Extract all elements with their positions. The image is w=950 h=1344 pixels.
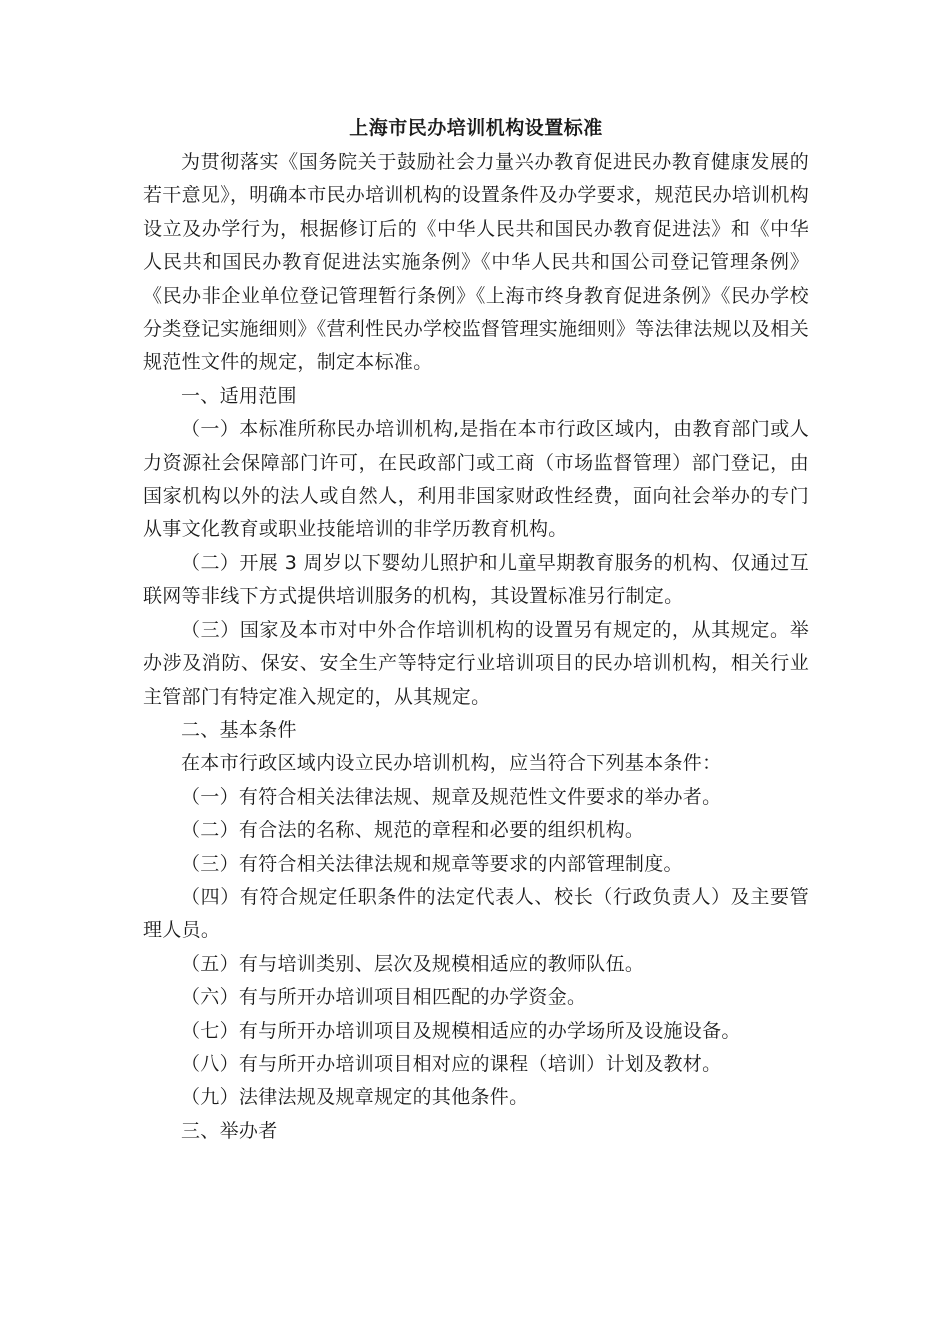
conditions-lead: 在本市行政区域内设立民办培训机构，应当符合下列基本条件： bbox=[181, 752, 722, 775]
scope-paragraph-2: （二）开展 3 周岁以下婴幼儿照护和儿童早期教育服务的机构、仅通过互联网等非线下方式提供培训服务的机构，其设置标准另行制定。 bbox=[143, 551, 809, 608]
section-heading-sponsor: 三、举办者 bbox=[181, 1119, 278, 1142]
condition-item-7: （七）有与所开办培训项目及规模相适应的办学场所及设施设备。 bbox=[181, 1019, 741, 1042]
intro-paragraph: 为贯彻落实《国务院关于鼓励社会力量兴办教育促进民办教育健康发展的若干意见》，明确本市民办培训机构的设置条件及办学要求，规范民办培训机构设立及办学行为，根据修订后的《中华人民共和国民办教育促进法》和《中华人民共和国民办教育促进法实施条例》《中华人民共和国公司登记管理条例》《民办非企业单位登记管理暂行条例》《上海市终身教育促进条例》《民办学校分类登记实施细则》《营利性民办学校监督管理实施细则》等法律法规以及相关规范性文件的规定，制定本标准。 bbox=[143, 151, 810, 374]
section-heading-basic-conditions: 二、基本条件 bbox=[181, 718, 297, 741]
document-body bbox=[143, 112, 809, 1148]
condition-item-9: （九）法律法规及规章规定的其他条件。 bbox=[181, 1086, 529, 1109]
condition-item-5: （五）有与培训类别、层次及规模相适应的教师队伍。 bbox=[181, 952, 645, 975]
condition-item-3: （三）有符合相关法律法规和规章等要求的内部管理制度。 bbox=[181, 852, 683, 875]
section-heading-scope: 一、适用范围 bbox=[181, 384, 297, 407]
scope-paragraph-1: （一）本标准所称民办培训机构,是指在本市行政区域内，由教育部门或人力资源社会保障部门许可，在民政部门或工商（市场监督管理）部门登记，由国家机构以外的法人或自然人，利用非国家财政性经费，面向社会举办的专门从事文化教育或职业技能培训的非学历教育机构。 bbox=[143, 418, 809, 541]
condition-item-2: （二）有合法的名称、规范的章程和必要的组织机构。 bbox=[181, 819, 645, 842]
condition-item-8: （八）有与所开办培训项目相对应的课程（培训）计划及教材。 bbox=[181, 1052, 722, 1075]
scope-paragraph-3: （三）国家及本市对中外合作培训机构的设置另有规定的，从其规定。举办涉及消防、保安、安全生产等特定行业培训项目的民办培训机构，相关行业主管部门有特定准入规定的，从其规定。 bbox=[143, 618, 809, 708]
condition-item-1: （一）有符合相关法律法规、规章及规范性文件要求的举办者。 bbox=[181, 785, 722, 808]
document-title: 上海市民办培训机构设置标准 bbox=[349, 117, 603, 139]
condition-item-6: （六）有与所开办培训项目相匹配的办学资金。 bbox=[181, 986, 587, 1009]
condition-item-4: （四）有符合规定任职条件的法定代表人、校长（行政负责人）及主要管理人员。 bbox=[143, 885, 809, 942]
